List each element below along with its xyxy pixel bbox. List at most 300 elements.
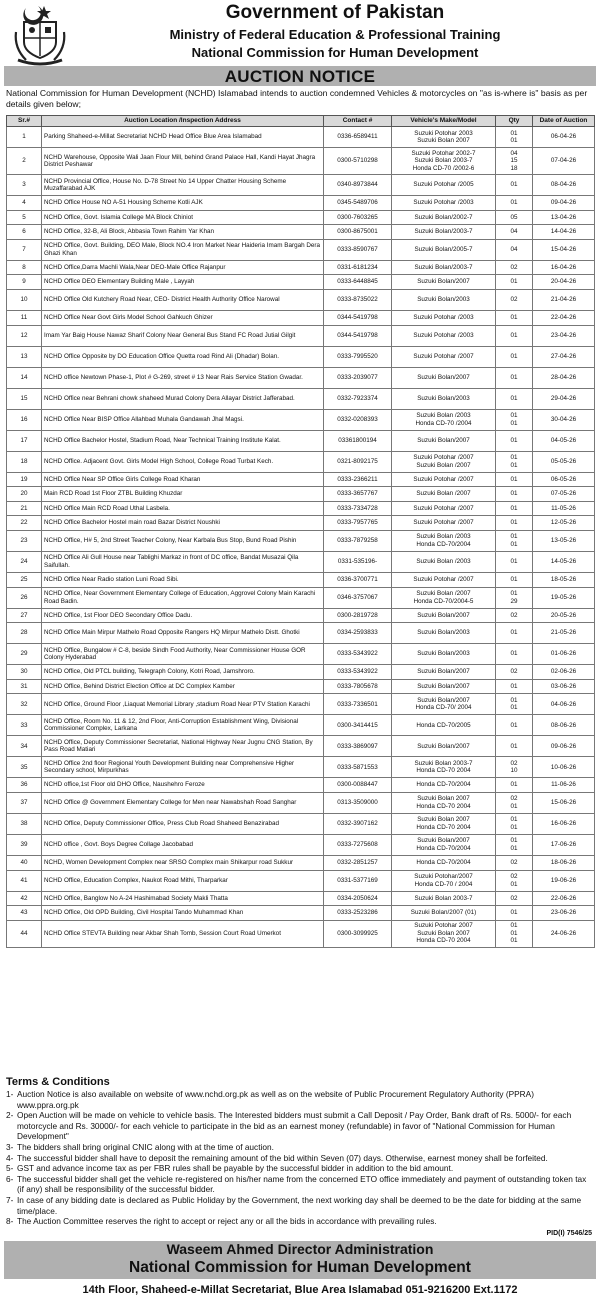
table-row [7,196,595,211]
contact-number: 0333-7334728 [324,501,392,516]
row-number: 37 [7,792,42,813]
auction-date: 16-04-26 [533,260,595,275]
row-number: 40 [7,855,42,870]
vehicle-model: Suzuki Bolan /2007 Honda CD-70/2004-5 [392,587,496,608]
auction-date: 04-06-26 [533,694,595,715]
auction-date: 07-04-26 [533,148,595,175]
table-row [7,367,595,388]
notice-title: AUCTION NOTICE [4,66,596,86]
vehicle-model: Honda CD-70/2004 [392,855,496,870]
table-row [7,665,595,680]
row-number: 15 [7,388,42,409]
auction-date: 29-04-26 [533,388,595,409]
auction-address: NCHD Office Near SP Office Girls College Road Kharan [42,472,324,487]
row-number: 39 [7,834,42,855]
table-row [7,451,595,472]
table-row [7,587,595,608]
column-header: Vehicle's Make/Model [392,116,496,127]
row-number: 31 [7,679,42,694]
intro-text: National Commission for Human Development (NCHD) Islamabad intends to auction condemned Vehicles & motorcycles on "as is-where is" basis as per details given below; [6,88,588,109]
auction-address: NCHD Office, Govt. Building, DEO Male, Block NO.4 Iron Market Near Haideria Imam Bargah Dera Ghazi Khan [42,239,324,260]
contact-number: 0331-535196- [324,551,392,572]
auction-address: NCHD Office, Govt. Islamia College MA Block Chiniot [42,210,324,225]
auction-date: 06-05-26 [533,472,595,487]
auction-address: NCHD Office DEO Elementary Building Male , Layyah [42,275,324,290]
table-row [7,275,595,290]
row-number: 43 [7,906,42,921]
auction-date: 06-04-26 [533,127,595,148]
row-number: 9 [7,275,42,290]
quantity: 01 01 [496,127,533,148]
term-text: The bidders shall bring original CNIC along with at the time of auction. [17,1141,274,1152]
contact-number: 0344-5419798 [324,325,392,346]
contact-number: 0333-7995520 [324,346,392,367]
vehicle-model: Suzuki Bolan 2007 Honda CD-70 2004 [392,792,496,813]
table-row [7,715,595,736]
auction-date: 15-06-26 [533,792,595,813]
auction-address: NCHD Office, 1st Floor DEO Secondary Office Dadu. [42,608,324,623]
vehicle-model: Suzuki Bolan /2007 [392,487,496,502]
table-row [7,210,595,225]
auction-address: NCHD Office, Room No. 11 & 12, 2nd Floor, Anti-Corruption Establishment Wing, Divisional Commissioner Complex, Larkana [42,715,324,736]
column-header: Auction Location /Inspection Address [42,116,324,127]
vehicle-model: Suzuki Potohar /2003 [392,196,496,211]
auction-date: 05-05-26 [533,451,595,472]
quantity: 04 [496,225,533,240]
table-row [7,239,595,260]
row-number: 42 [7,891,42,906]
contact-number: 0333-5343922 [324,665,392,680]
vehicle-model: Suzuki Bolan/2003 [392,644,496,665]
quantity: 01 [496,388,533,409]
row-number: 23 [7,530,42,551]
auction-date: 23-04-26 [533,325,595,346]
term-item [6,1216,594,1227]
table-row [7,310,595,325]
table-row [7,530,595,551]
contact-number: 0333-2523286 [324,906,392,921]
table-row [7,920,595,947]
quantity: 04 15 18 [496,148,533,175]
row-number: 36 [7,778,42,793]
row-number: 44 [7,920,42,947]
row-number: 21 [7,501,42,516]
quantity: 01 [496,325,533,346]
row-number: 28 [7,623,42,644]
quantity: 01 [496,736,533,757]
contact-number: 0334-2593833 [324,623,392,644]
vehicle-model: Suzuki Potohar 2007 Suzuki Bolan 2007 Honda CD-70 2004 [392,920,496,947]
terms-title: Terms & Conditions [6,1076,110,1088]
contact-number: 0313-3509000 [324,792,392,813]
contact-number: 03361800194 [324,430,392,451]
auction-address: NCHD Office, Old PTCL building, Telegraph Colony, Kotri Road, Jamshroro. [42,665,324,680]
table-row [7,778,595,793]
contact-number: 0332-2851257 [324,855,392,870]
contact-number: 0336-3700771 [324,572,392,587]
vehicle-model: Suzuki Bolan/2007 (01) [392,906,496,921]
auction-date: 30-04-26 [533,409,595,430]
auction-address: NCHD Office, Deputy Commissioner Office, Press Club Road Shaheed Benazirabad [42,813,324,834]
table-row [7,127,595,148]
table-row [7,516,595,531]
table-row [7,260,595,275]
row-number: 14 [7,367,42,388]
quantity: 01 [496,196,533,211]
vehicle-model: Suzuki Bolan/2003 [392,289,496,310]
auction-address: NCHD Office Near BISP Office Allahbad Muhala Gandawah Jhal Magsi. [42,409,324,430]
contact-number: 0340-8973844 [324,175,392,196]
auction-address: NCHD Office Ali Gull House near Tablighi Markaz in front of DC office, Bandat Musazai Qila Saifullah. [42,551,324,572]
quantity: 01 [496,501,533,516]
quantity: 01 [496,367,533,388]
auction-date: 21-05-26 [533,623,595,644]
row-number: 8 [7,260,42,275]
term-number: 2- [6,1110,14,1121]
auction-address: NCHD Office Main Mirpur Mathelo Road Opposite Rangers HQ Mirpur Mathelo Distt. Ghotki [42,623,324,644]
vehicle-model: Suzuki Bolan/2007 [392,275,496,290]
contact-number: 0333-2366211 [324,472,392,487]
vehicle-model: Suzuki Potohar /2007 [392,501,496,516]
column-header: Sr.# [7,116,42,127]
auction-address: NCHD Office Near Radio station Luni Road Sibi. [42,572,324,587]
table-row [7,855,595,870]
table-row [7,346,595,367]
row-number: 3 [7,175,42,196]
term-number: 3- [6,1141,14,1152]
term-number: 1- [6,1089,14,1099]
auction-address: NCHD Office, H# 5, 2nd Street Teacher Colony, Near Karbala Bus Stop, Bund Road Pishin [42,530,324,551]
term-item [6,1110,594,1142]
table-row [7,289,595,310]
vehicle-model: Suzuki Potohar /2005 [392,175,496,196]
vehicle-model: Suzuki Bolan /2003 [392,551,496,572]
quantity: 01 01 [496,834,533,855]
contact-number: 0300-8675001 [324,225,392,240]
auction-date: 17-06-26 [533,834,595,855]
quantity: 01 [496,679,533,694]
auction-date: 27-04-26 [533,346,595,367]
contact-number: 0344-5419798 [324,310,392,325]
quantity: 02 [496,855,533,870]
quantity: 04 [496,239,533,260]
vehicle-model: Suzuki Potohar 2002-7 Suzuki Bolan 2003-7 Honda CD-70 /2002-6 [392,148,496,175]
auction-date: 22-04-26 [533,310,595,325]
quantity: 02 [496,289,533,310]
contact-number: 0321-8092175 [324,451,392,472]
table-row [7,572,595,587]
government-title: Government of Pakistan [225,2,445,23]
auction-address: NCHD Office, Old OPD Building, Civil Hospital Tando Muhammad Khan [42,906,324,921]
auction-address: NCHD Office Old Kutchery Road Near, CEO- District Health Authority Office Narowal [42,289,324,310]
table-row [7,623,595,644]
contact-number: 0300-7603265 [324,210,392,225]
row-number: 10 [7,289,42,310]
contact-number: 0332-7923374 [324,388,392,409]
table-row [7,813,595,834]
auction-address: NCHD Warehouse, Opposite Wali Jaan Flour Mill, behind Grand Palace Hall, Kandi Hayat Jhagra District Peshawar [42,148,324,175]
quantity: 02 [496,891,533,906]
quantity: 01 [496,516,533,531]
auction-date: 16-06-26 [533,813,595,834]
auction-date: 19-06-26 [533,870,595,891]
contact-number: 0333-7879258 [324,530,392,551]
row-number: 16 [7,409,42,430]
quantity: 02 [496,608,533,623]
auction-date: 21-04-26 [533,289,595,310]
quantity: 02 [496,665,533,680]
row-number: 5 [7,210,42,225]
column-header: Contact # [324,116,392,127]
auction-address: Imam Yar Baig House Nawaz Sharif Colony Near General Bus Stand FC Road Jutial Gilgit [42,325,324,346]
auction-date: 20-04-26 [533,275,595,290]
footer-address: 14th Floor, Shaheed-e-Millat Secretariat, Blue Area Islamabad 051-9216200 Ext.1172 [82,1284,518,1296]
auction-address: NCHD Office, Education Complex, Naukot Road Mithi, Tharparkar [42,870,324,891]
contact-number: 0333-7957765 [324,516,392,531]
quantity: 02 01 [496,870,533,891]
table-row [7,906,595,921]
contact-number: 0333-7275608 [324,834,392,855]
row-number: 17 [7,430,42,451]
auction-address: NCHD Office, Banglow No A-24 Hashimabad Society Makli Thatta [42,891,324,906]
auction-date: 12-05-26 [533,516,595,531]
contact-number: 0331-6181234 [324,260,392,275]
vehicle-model: Suzuki Bolan 2003-7 [392,891,496,906]
auction-address: NCHD Office, Deputy Commissioner Secretariat, National Highway Near Jugnu CNG Station, By Pass Road Matiari [42,736,324,757]
vehicle-model: Suzuki Bolan/2007 [392,736,496,757]
table-row [7,870,595,891]
term-text: GST and advance income tax as per FBR rules shall be payable by the successful bidder in addition to the bid amount. [17,1163,454,1174]
auction-date: 13-05-26 [533,530,595,551]
quantity: 01 [496,623,533,644]
contact-number: 0345-5489706 [324,196,392,211]
table-header [7,116,595,127]
row-number: 22 [7,516,42,531]
row-number: 32 [7,694,42,715]
term-text: The successful bidder shall get the vehicle re-registered on his/her name from the concerned ETO office immediately and payment of outstanding token tax (if any) shall be responsibility of the successful bidder. [17,1173,587,1195]
vehicle-model: Suzuki Bolan/2003-7 [392,225,496,240]
quantity: 01 [496,175,533,196]
auction-address: NCHD Office Bachelor Hostel main road Bazar District Noushki [42,516,324,531]
row-number: 19 [7,472,42,487]
vehicle-model: Suzuki Bolan/2005-7 [392,239,496,260]
auction-address: NCHD Office House NO A-51 Housing Scheme Kotli AJK [42,196,324,211]
auction-date: 02-06-26 [533,665,595,680]
contact-number: 0333-7805678 [324,679,392,694]
auction-address: NCHD Office,Darra Machli Wala,Near DEO-Male Office Rajanpur [42,260,324,275]
auction-address: NCHD Office, Ground Floor ,Liaquat Memorial Library ,stadium Road Near PTV Station Karachi [42,694,324,715]
auction-address: NCHD Office Main RCD Road Uthal Lasbela. [42,501,324,516]
table-row [7,487,595,502]
table-row [7,757,595,778]
ministry-name: Ministry of Federal Education & Professional Training [169,27,501,42]
term-text: In case of any bidding date is declared as Public Holiday by the Government, the next working day shall be deemed to be the date for bidding at the same time/place. [17,1194,582,1216]
contact-number: 0333-7336501 [324,694,392,715]
term-text: The successful bidder shall have to deposit the remaining amount of the bid within Seven (07) days. Otherwise, earnest money shall be forfeited. [17,1152,548,1163]
footer-commission: National Commission for Human Development [4,1259,596,1279]
row-number: 29 [7,644,42,665]
vehicle-model: Suzuki Potohar/2007 Honda CD-70 / 2004 [392,870,496,891]
quantity: 02 10 [496,757,533,778]
column-header: Date of Auction [533,116,595,127]
auction-date: 03-06-26 [533,679,595,694]
row-number: 41 [7,870,42,891]
table-row [7,694,595,715]
row-number: 24 [7,551,42,572]
table-row [7,472,595,487]
auction-address: Parking Shaheed-e-Millat Secretariat NCHD Head Office Blue Area Islamabad [42,127,324,148]
quantity: 01 [496,430,533,451]
auction-address: Main RCD Road 1st Floor ZTBL Building Khuzdar [42,487,324,502]
contact-number: 0333-6448845 [324,275,392,290]
contact-number: 0333-8735022 [324,289,392,310]
term-number: 8- [6,1216,14,1227]
auction-date: 22-06-26 [533,891,595,906]
contact-number: 0300-5710298 [324,148,392,175]
quantity: 02 [496,260,533,275]
quantity: 01 [496,906,533,921]
row-number: 7 [7,239,42,260]
term-item [6,1174,594,1195]
quantity: 01 [496,487,533,502]
vehicle-model: Suzuki Bolan /2003 Honda CD-70 /2004 [392,409,496,430]
row-number: 2 [7,148,42,175]
auction-date: 11-05-26 [533,501,595,516]
term-number: 6- [6,1173,14,1184]
auction-address: NCHD Office, Bungalow # C-8, beside Sindh Food Authority, Near Commissioner House GOR Colony Hyderabad [42,644,324,665]
vehicle-model: Suzuki Potohar /2007 Suzuki Bolan /2007 [392,451,496,472]
table-row [7,325,595,346]
vehicle-model: Suzuki Potohar /2003 [392,310,496,325]
auction-date: 10-06-26 [533,757,595,778]
auction-address: NCHD Office Bachelor Hostel, Stadium Road, Near Technical Training Institute Kalat. [42,430,324,451]
auction-address: NCHD Office Near Govt Girls Model School Gahkuch Ghizer [42,310,324,325]
quantity: 01 01 [496,694,533,715]
row-number: 35 [7,757,42,778]
vehicle-model: Suzuki Bolan/2002-7 [392,210,496,225]
term-number: 5- [6,1163,14,1174]
term-number: 4- [6,1152,14,1163]
table-row [7,175,595,196]
auction-date: 01-06-26 [533,644,595,665]
auction-table [6,115,595,948]
auction-date: 14-04-26 [533,225,595,240]
auction-date: 18-06-26 [533,855,595,870]
row-number: 34 [7,736,42,757]
term-item [6,1163,594,1174]
vehicle-model: Suzuki Potohar /2007 [392,472,496,487]
vehicle-model: Honda CD-70/2004 [392,778,496,793]
auction-address: NCHD office , Govt. Boys Degree Collage Jacobabad [42,834,324,855]
row-number: 18 [7,451,42,472]
row-number: 38 [7,813,42,834]
table-row [7,388,595,409]
quantity: 01 [496,778,533,793]
quantity: 01 01 [496,813,533,834]
auction-address: NCHD Office. Adjacent Govt. Girls Model High School, College Road Turbat Kech. [42,451,324,472]
table-row [7,834,595,855]
term-item [6,1089,594,1110]
term-item [6,1142,594,1153]
vehicle-model: Suzuki Potohar /2003 [392,325,496,346]
contact-number: 0332-0208393 [324,409,392,430]
vehicle-model: Suzuki Potohar 2003 Suzuki Bolan 2007 [392,127,496,148]
vehicle-model: Suzuki Bolan/2007 [392,608,496,623]
row-number: 6 [7,225,42,240]
term-number: 7- [6,1194,14,1205]
contact-number: 0332-3907162 [324,813,392,834]
auction-address: NCHD Office, 32-B, Ali Block, Abbasia Town Rahim Yar Khan [42,225,324,240]
contact-number: 0333-5871553 [324,757,392,778]
vehicle-model: Suzuki Potohar /2007 [392,516,496,531]
row-number: 33 [7,715,42,736]
vehicle-model: Suzuki Bolan/2007 [392,679,496,694]
header [4,2,596,68]
pid-code: PID(I) 7546/25 [546,1230,592,1237]
vehicle-model: Honda CD-70/2005 [392,715,496,736]
vehicle-model: Suzuki Bolan/2007 [392,430,496,451]
quantity: 01 [496,715,533,736]
quantity: 01 [496,275,533,290]
contact-number: 0333-3657767 [324,487,392,502]
row-number: 4 [7,196,42,211]
contact-number: 0300-3099925 [324,920,392,947]
auction-date: 28-04-26 [533,367,595,388]
contact-number: 0300-3414415 [324,715,392,736]
auction-address: NCHD Office Opposite by DO Education Office Quetta road Rind Ali (Dhadar) Bolan. [42,346,324,367]
terms-list [6,1089,594,1227]
column-header: Qty [496,116,533,127]
vehicle-model: Suzuki Bolan/2007 Honda CD-70/2004 [392,834,496,855]
term-text: The Auction Committee reserves the right to accept or reject any or all the bids in accordance with prevailing rules. [17,1216,437,1227]
table-row [7,792,595,813]
table-row [7,501,595,516]
table-row [7,409,595,430]
contact-number: 0331-5377169 [324,870,392,891]
quantity: 01 01 01 [496,920,533,947]
contact-number: 0300-0088447 [324,778,392,793]
vehicle-model: Suzuki Bolan/2003 [392,623,496,644]
table-row [7,225,595,240]
quantity: 01 29 [496,587,533,608]
vehicle-model: Suzuki Potohar /2007 [392,572,496,587]
quantity: 01 01 [496,451,533,472]
table-row [7,430,595,451]
auction-date: 09-06-26 [533,736,595,757]
auction-address: NCHD Office 2nd floor Regional Youth Development Building near Comprehensive Higher Secondary school, Mirpurkhas [42,757,324,778]
row-number: 27 [7,608,42,623]
term-text: Open Auction will be made on vehicle to vehicle basis. The Interested bidders must submit a Call Deposit / Pay Order, Bank draft of Rs. 5000/- for each motorcycle and Rs. 30000/- for each vehicle to participate in the bid as an earnest money (refundable) in favor of "National Commission for Human Development" [17,1110,572,1142]
contact-number: 0333-5343922 [324,644,392,665]
quantity: 01 [496,472,533,487]
row-number: 1 [7,127,42,148]
vehicle-model: Suzuki Bolan/2007 Honda CD-70/ 2004 [392,694,496,715]
quantity: 01 [496,572,533,587]
contact-number: 0346-3757067 [324,587,392,608]
auction-address: NCHD office,1st Floor old DHO Office, Naushehro Feroze [42,778,324,793]
vehicle-model: Suzuki Bolan/2003-7 [392,260,496,275]
auction-date: 08-04-26 [533,175,595,196]
auction-date: 20-05-26 [533,608,595,623]
auction-date: 04-05-26 [533,430,595,451]
table-row [7,644,595,665]
auction-date: 13-04-26 [533,210,595,225]
quantity: 02 01 [496,792,533,813]
auction-date: 18-05-26 [533,572,595,587]
quantity: 01 [496,644,533,665]
auction-address: NCHD, Women Development Complex near SRSO Complex main Shikarpur road Sukkur [42,855,324,870]
contact-number: 0334-2050624 [324,891,392,906]
